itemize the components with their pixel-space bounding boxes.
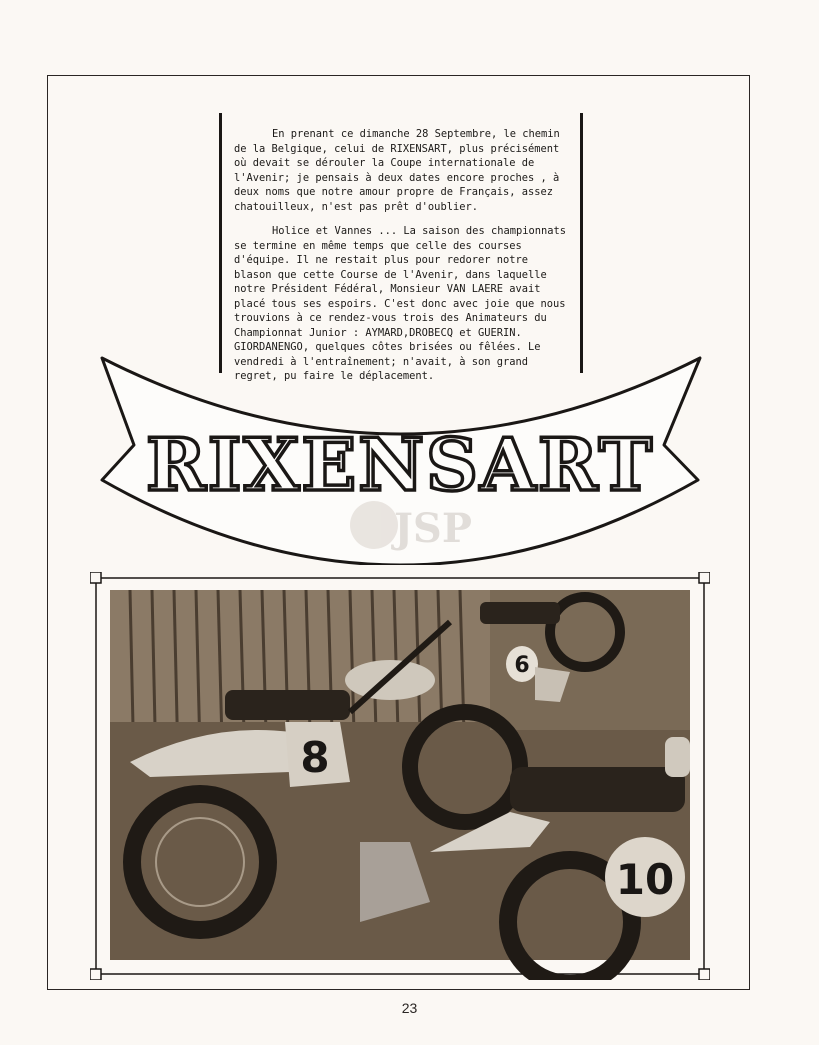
watermark-logo — [350, 501, 472, 552]
article-text-block — [219, 113, 583, 382]
article-paragraph-2: Holice et Vannes ... La saison des championnats se termine en même temps que celle des courses d'équipe. Il ne restait plus pour redorer notre blason que cette Course de l'Avenir, dans laquelle notre Président Fédéral, Monsieur VAN LAERE avait placé tous ses espoirs. C'est donc avec joie que nous trouvions à ce rendez-vous trois des Animateurs du Championnat Junior : AYMARD,DROBECQ et GUERIN. GIORDANENGO, quelques côtes brisées ou fêlées. Le vendredi à l'entraînement; n'avait, à son grand regret, pu faire le déplacement. — [234, 225, 567, 382]
photo-frame — [90, 572, 710, 980]
plate-number-10: 10 — [615, 855, 675, 904]
watermark-text: JSP — [394, 505, 472, 552]
plate-number-6: 6 — [514, 653, 530, 678]
page-number: 23 — [401, 1000, 418, 1016]
motorcycles-photo — [110, 590, 690, 980]
banner-title: RIXENSART — [145, 422, 655, 507]
plate-number-8: 8 — [300, 733, 330, 782]
article-paragraph-1: En prenant ce dimanche 28 Septembre, le chemin de la Belgique, celui de RIXENSART, plus précisément où devait se dérouler la Coupe internationale de l'Avenir; je pensais à deux dates encore proches , à deux noms que notre amour propre de Français, assez chatouilleux, n'est pas prêt d'oublier. — [234, 128, 560, 213]
title-banner — [94, 350, 706, 565]
